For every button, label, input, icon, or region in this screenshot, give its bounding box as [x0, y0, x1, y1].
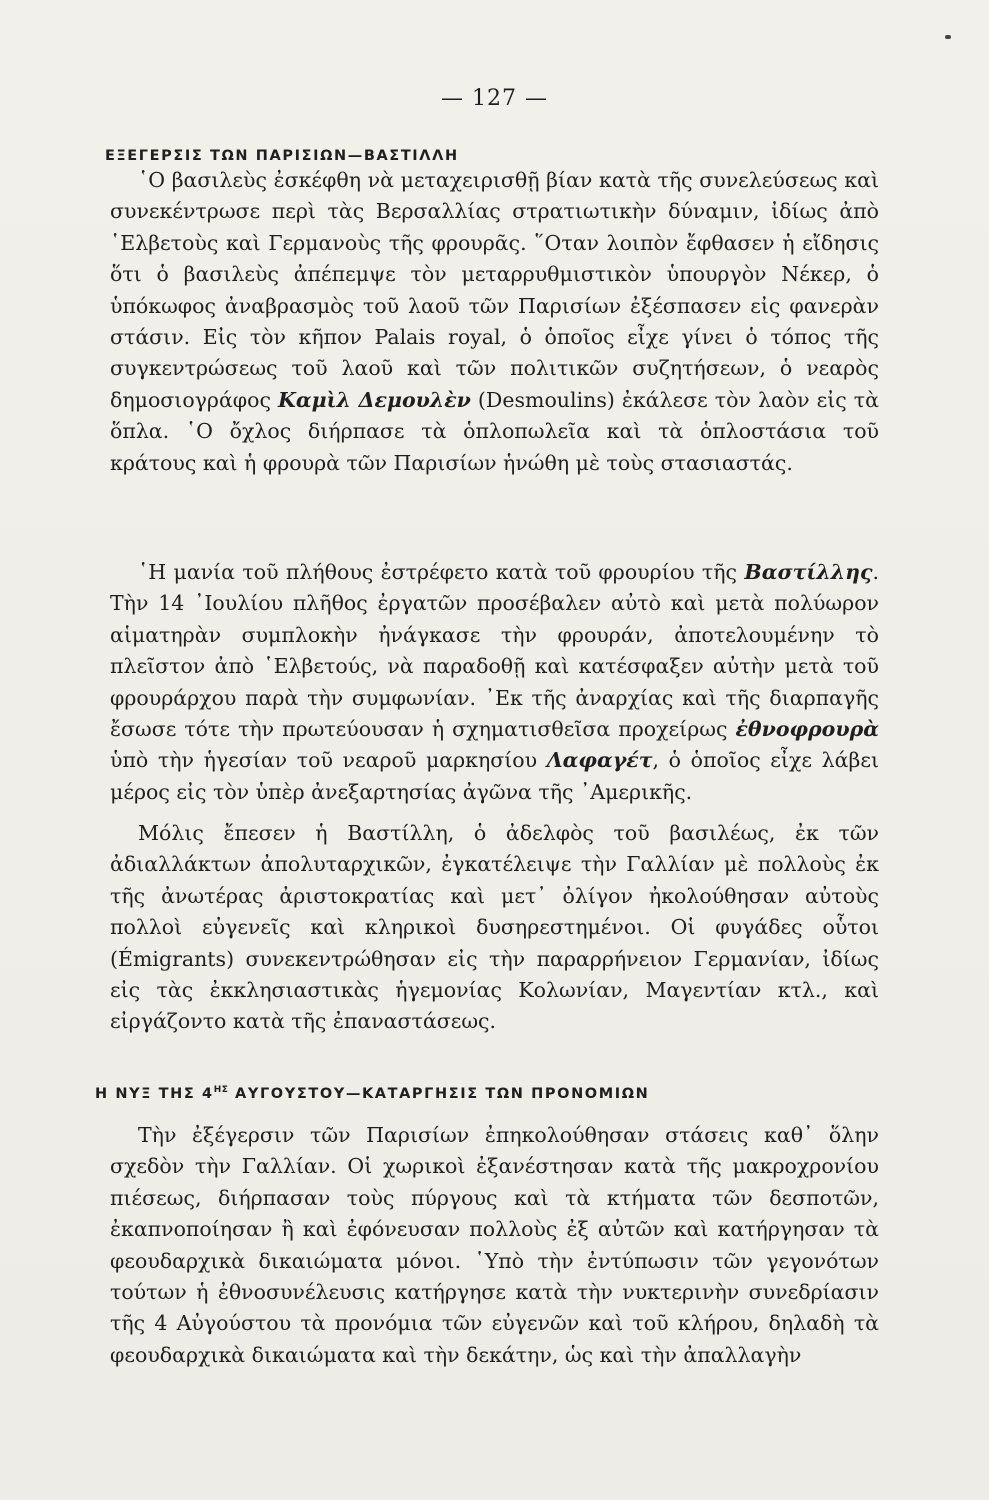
paragraph-1-rest: (Desmoulins) ἐκάλεσε τὸν λαὸν εἰς τὰ ὅπλα. ῾Ο ὄχλος διήρπασε τὰ ὁπλοπωλεῖα καὶ τὰ ὁπλοστάσια τοῦ κράτους καὶ ἡ φρουρὰ τῶν Παρισίων ἡνώθη μὲ τοὺς στασιαστάς. — [110, 387, 879, 475]
paragraph-1-text: ῾Ο βασιλεὺς ἐσκέφθη νὰ μεταχειρισθῇ βίαν κατὰ τῆς συνελεύσεως καὶ συνεκέντρωσε περὶ τὰς Βερσαλλίας στρατιωτικὴν δύναμιν, ἰδίως ἀπὸ ῾Ελβετοὺς καὶ Γερμανοὺς τῆς φρουρᾶς. ῞Οταν λοιπὸν ἔφθασεν ἡ εἴδησις ὅτι ὁ βασιλεὺς ἀπέπεμψε τὸν μεταρρυθμιστικὸν ὑπουργὸν Νέκερ, ὁ ὑπόκωφος ἀναβρασμὸς τοῦ λαοῦ τῶν Παρισίων ἐξέσπασεν εἰς φανερὰν στάσιν. Εἰς τὸν κῆπον Palais royal, ὁ ὁποῖος εἶχε γίνει ὁ τόπος τῆς συγκεντρώσεως τοῦ λαοῦ καὶ τῶν πολιτικῶν συζητήσεων, ὁ νεαρὸς δημοσιογράφος — [110, 168, 879, 412]
heading-2-superscript: ΗΣ — [213, 1085, 229, 1095]
paragraph-3: Μόλις ἔπεσεν ἡ Βαστίλλη, ὁ ἀδελφὸς τοῦ βασιλέως, ἐκ τῶν ἀδιαλλάκτων ἀπολυταρχικῶν, ἐγκατέλειψε τὴν Γαλλίαν μὲ πολλοὺς ἐκ τῆς ἀνωτέρας ἀριστοκρατίας καὶ μετ᾿ ὀλίγον ἠκολούθησαν αὐτοὺς πολλοὶ εὐγενεῖς καὶ κληρικοὶ δυσηρεστημένοι. Οἱ φυγάδες οὗτοι (Émigrants) συνεκεντρώθησαν εἰς τὴν παραρρήνειον Γερμανίαν, ἰδίως εἰς τὰς ἐκκλησιαστικὰς ἡγεμονίας Κολωνίαν, Μαγεντίαν κτλ., καὶ εἰργάζοντο κατὰ τῆς ἐπαναστάσεως. — [110, 821, 879, 1034]
name-lafayette: Λαφαγέτ — [546, 748, 653, 773]
paragraph-4: Τὴν ἐξέγερσιν τῶν Παρισίων ἐπηκολούθησαν στάσεις καθ᾿ ὅλην σχεδὸν τὴν Γαλλίαν. Οἱ χωρικοὶ ἐξανέστησαν κατὰ τῆς μακροχρονίου πιέσεως, διήρπασαν τοὺς πύργους καὶ τὰ κτήματα τῶν δεσποτῶν, ἐκαπνοποίησαν ἢ καὶ ἐφόνευσαν πολλοὺς ἐξ αὐτῶν καὶ κατήργησαν τὰ φεουδαρχικὰ δικαιώματα μόνοι. ῾Υπὸ τὴν ἐντύπωσιν τῶν γεγονότων τούτων ἡ ἐθνοσυνέλευσις κατήργησε κατὰ τὴν νυκτερινὴν συνεδρίασιν τῆς 4 Αὐγούστου τὰ προνόμια τῶν εὐγενῶν καὶ τοῦ κλήρου, δηλαδὴ τὰ φεουδαρχικὰ δικαιώματα καὶ τὴν δεκάτην, ὡς καὶ τὴν ἀπαλλαγὴν — [110, 1123, 879, 1367]
name-desmoulins: Καμὶλ Δεμουλὲν — [278, 387, 471, 412]
term-bastille: Βαστίλλης — [744, 560, 873, 584]
heading-2-part-a: Η ΝΥΞ ΤΗΣ 4 — [95, 1085, 214, 1102]
paragraph-2-end: , ὁ ὁποῖος εἶχε λάβει μέρος εἰς τὸν ὑπὲρ ἀνεξαρτησίας ἀγῶνα τῆς ᾿Αμερικῆς. — [110, 748, 879, 804]
ink-speck — [945, 35, 951, 39]
page-number: — 127 — — [441, 86, 548, 111]
paragraph-1 — [110, 165, 879, 479]
section-heading-paris-uprising: ΕΞΕΓΕΡΣΙΣ ΤΩΝ ΠΑΡΙΣΙΩΝ—ΒΑΣΤΙΛΛΗ — [105, 148, 459, 164]
heading-2-part-b: ΑΥΓΟΥΣΤΟΥ—ΚΑΤΑΡΓΗΣΙΣ ΤΩΝ ΠΡΟΝΟΜΙΩΝ — [228, 1085, 650, 1102]
term-national-guard: ἐθνοφρουρὰ — [735, 717, 879, 742]
paragraph-2-mid2: ὑπὸ τὴν ἡγεσίαν τοῦ νεαροῦ μαρκησίου — [110, 748, 547, 773]
paragraph-2-mid: . Τὴν 14 ᾿Ιουλίου πλῆθος ἐργατῶν προσέβαλεν αὐτὸ καὶ μετὰ πολύωρον αἱματηρὰν συμπλοκὴν ἠνάγκασε τὴν φρουράν, ἀποτελουμένην τὸ πλεῖστον ἀπὸ ῾Ελβετούς, νὰ παραδοθῇ καὶ κατέσφαξεν αὐτὴν μετὰ τοῦ φρουράρχου παρὰ τὴν συμφωνίαν. ᾿Εκ τῆς ἀναρχίας καὶ τῆς διαρπαγῆς ἔσωσε τότε τὴν πρωτεύουσαν ἡ σχηματισθεῖσα προχείρως — [110, 560, 879, 742]
paragraph-2-start: ῾Η μανία τοῦ πλήθους ἐστρέφετο κατὰ τοῦ φρουρίου τῆς — [138, 560, 745, 584]
section-heading-night-of-august-4 — [95, 1085, 879, 1102]
paragraph-2 — [110, 557, 879, 808]
